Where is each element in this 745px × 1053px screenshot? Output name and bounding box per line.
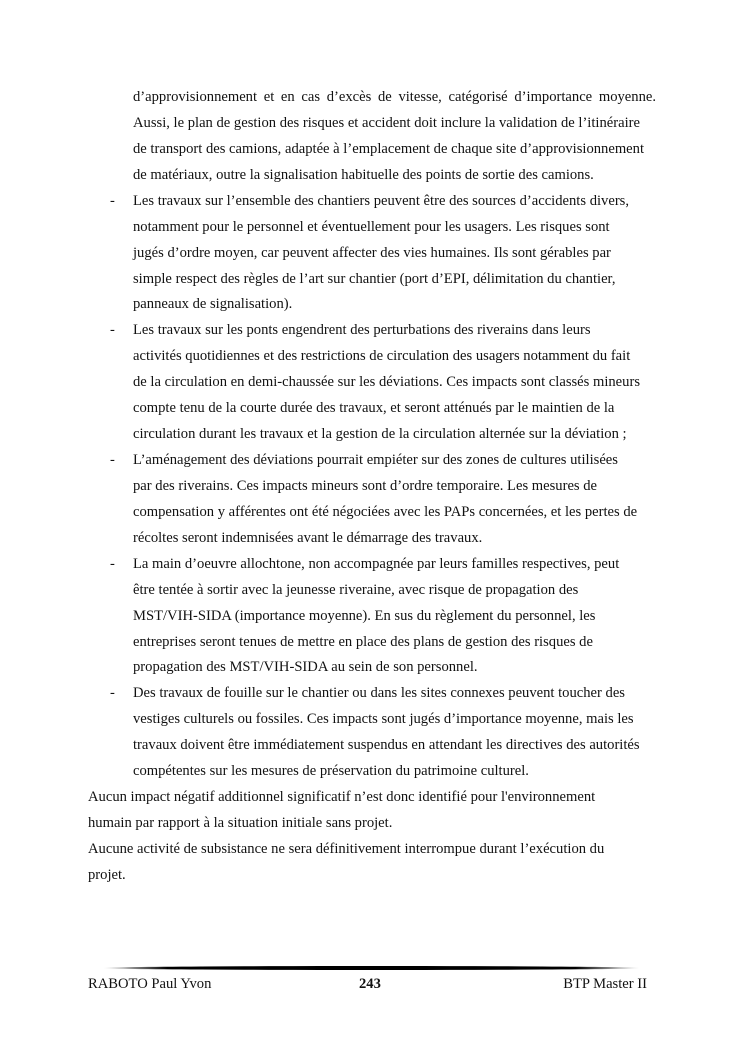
paragraph-line: projet. — [88, 866, 126, 883]
bullet-item-line: être tentée à sortir avec la jeunesse riveraine, avec risque de propagation des — [133, 581, 579, 598]
bullet-item-line: compétentes sur les mesures de préservation du patrimoine culturel. — [133, 763, 529, 780]
footer-author: RABOTO Paul Yvon — [88, 976, 212, 992]
bullet-dash: - — [110, 192, 115, 209]
bullet-item-line: Des travaux de fouille sur le chantier ou dans les sites connexes peuvent toucher des — [133, 685, 625, 702]
bullet-item-line: notamment pour le personnel et éventuellement pour les usagers. Les risques sont — [133, 218, 610, 235]
bullet-item-line: récoltes seront indemnisées avant le démarrage des travaux. — [133, 529, 483, 546]
bullet-item-line: de la circulation en demi-chaussée sur les déviations. Ces impacts sont classés mineurs — [133, 374, 640, 391]
bullet-item-line: propagation des MST/VIH-SIDA au sein de son personnel. — [133, 659, 478, 676]
bullet-item-line: simple respect des règles de l’art sur chantier (port d’EPI, délimitation du chantier, — [133, 270, 616, 287]
bullet-item-line: de matériaux, outre la signalisation habituelle des points de sortie des camions. — [133, 166, 594, 183]
bullet-item-line: activités quotidiennes et des restrictions de circulation des usagers notamment du fait — [133, 348, 631, 365]
bullet-dash: - — [110, 322, 115, 339]
bullet-item-line: Aussi, le plan de gestion des risques et accident doit inclure la validation de l’itinéraire — [133, 114, 640, 131]
bullet-item-line: par des riverains. Ces impacts mineurs sont d’ordre temporaire. Les mesures de — [133, 477, 598, 494]
paragraph-line: Aucune activité de subsistance ne sera définitivement interrompue durant l’exécution du — [88, 840, 605, 857]
footer-divider — [103, 966, 640, 970]
bullet-item-line: Les travaux sur l’ensemble des chantiers peuvent être des sources d’accidents divers, — [133, 192, 630, 209]
bullet-item-line: panneaux de signalisation). — [133, 296, 293, 313]
bullet-item-line: travaux doivent être immédiatement suspendus en attendant les directives des autorités — [133, 737, 640, 754]
bullet-item-line: Les travaux sur les ponts engendrent des perturbations des riverains dans leurs — [133, 322, 591, 339]
bullet-item-line: jugés d’ordre moyen, car peuvent affecter des vies humaines. Ils sont gérables par — [133, 244, 611, 261]
bullet-item-line: L’aménagement des déviations pourrait empiéter sur des zones de cultures utilisées — [133, 452, 618, 469]
bullet-item-line: de transport des camions, adaptée à l’emplacement de chaque site d’approvisionnement — [133, 140, 644, 157]
footer-course: BTP Master II — [563, 976, 647, 992]
bullet-item-line: circulation durant les travaux et la gestion de la circulation alternée sur la déviation ; — [133, 426, 627, 443]
bullet-dash: - — [110, 555, 115, 572]
bullet-item-line: compte tenu de la courte durée des travaux, et seront atténués par le maintien de la — [133, 400, 615, 417]
footer-page-number: 243 — [359, 976, 381, 992]
bullet-dash: - — [110, 685, 115, 702]
bullet-item-line: d’approvisionnement et en cas d’excès de vitesse, catégorisé d’importance moyenne. — [133, 89, 656, 105]
bullet-item-line: entreprises seront tenues de mettre en place des plans de gestion des risques de — [133, 633, 593, 650]
bullet-item-line: vestiges culturels ou fossiles. Ces impacts sont jugés d’importance moyenne, mais les — [133, 711, 634, 728]
bullet-item-line: La main d’oeuvre allochtone, non accompagnée par leurs familles respectives, peut — [133, 555, 620, 572]
bullet-dash: - — [110, 452, 115, 469]
paragraph-line: humain par rapport à la situation initiale sans projet. — [88, 815, 393, 832]
bullet-item-line: MST/VIH-SIDA (importance moyenne). En sus du règlement du personnel, les — [133, 607, 596, 624]
bullet-item-line: compensation y afférentes ont été négociées avec les PAPs concernées, et les pertes de — [133, 503, 638, 520]
paragraph-line: Aucun impact négatif additionnel significatif n’est donc identifié pour l'environnement — [88, 789, 596, 806]
